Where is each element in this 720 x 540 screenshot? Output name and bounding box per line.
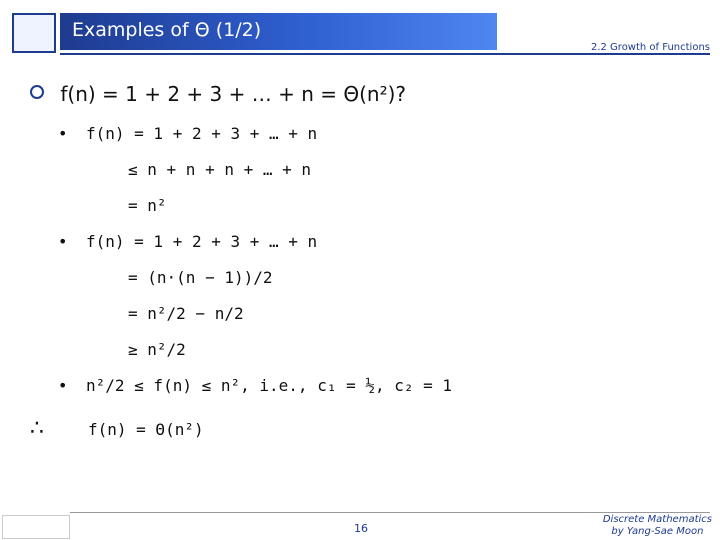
section-reference: 2.2 Growth of Functions xyxy=(590,42,710,53)
bound-line: n²/2 ≤ f(n) ≤ n², i.e., c₁ = ½, c₂ = 1 xyxy=(86,376,453,395)
block2-line-2: = (n·(n − 1))/2 xyxy=(128,268,273,287)
page-number: 16 xyxy=(354,522,368,535)
header-divider xyxy=(60,53,710,55)
block1-line-3: = n² xyxy=(128,196,167,215)
therefore-symbol: ∴ xyxy=(30,416,44,441)
block2-line-1: f(n) = 1 + 2 + 3 + … + n xyxy=(86,232,318,251)
main-statement-text: f(n) = 1 + 2 + 3 + … + n = Θ(n²)? xyxy=(60,82,407,106)
slide-title: Examples of Θ (1/2) xyxy=(72,19,262,41)
credit-line-1: Discrete Mathematics xyxy=(602,514,712,525)
main-statement xyxy=(30,82,406,106)
bullet-circle-icon xyxy=(30,85,44,99)
block1-line-1: f(n) = 1 + 2 + 3 + … + n xyxy=(86,124,318,143)
bullet-icon: • xyxy=(58,376,68,395)
presenter-logo-icon xyxy=(12,13,56,53)
bullet-icon: • xyxy=(58,232,68,251)
footer-credit xyxy=(603,514,712,538)
bullet-icon: • xyxy=(58,124,68,143)
block1-line-2: ≤ n + n + n + … + n xyxy=(128,160,312,179)
credit-line-2: by Yang-Sae Moon xyxy=(611,526,704,537)
block2-line-4: ≥ n²/2 xyxy=(128,340,186,359)
block2-line-3: = n²/2 − n/2 xyxy=(128,304,244,323)
conclusion-line: f(n) = Θ(n²) xyxy=(88,420,204,439)
footer-divider xyxy=(70,512,710,513)
university-logo-icon xyxy=(2,515,70,539)
